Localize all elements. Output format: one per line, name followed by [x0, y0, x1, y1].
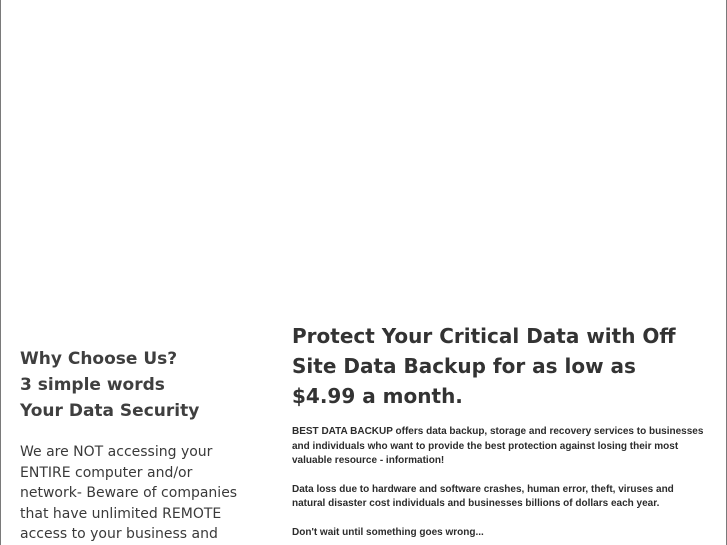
heading-line-1: Why Choose Us?	[20, 349, 178, 369]
main-title: Protect Your Critical Data with Off Site Data Backup for as low as $4.99 a month.	[292, 324, 676, 408]
main-content	[292, 320, 706, 540]
why-choose-us-heading	[20, 346, 245, 424]
sidebar	[20, 346, 245, 545]
dont-wait-paragraph: Don't wait until something goes wrong...	[292, 526, 484, 538]
heading-line-2: 3 simple words	[20, 375, 165, 395]
intro-paragraph: BEST DATA BACKUP offers data backup, storage and recovery services to businesses and individuals who want to provide the best protection against losing their most valuable resource - information!	[292, 426, 704, 466]
data-loss-paragraph: Data loss due to hardware and software crashes, human error, theft, viruses and natural disaster cost individuals and businesses billions of dollars each year.	[292, 483, 674, 509]
heading-line-3: Your Data Security	[20, 401, 200, 421]
sidebar-body-text: We are NOT accessing your ENTIRE computer and/or network- Beware of companies that have unlimited REMOTE access to your business and	[20, 444, 238, 542]
